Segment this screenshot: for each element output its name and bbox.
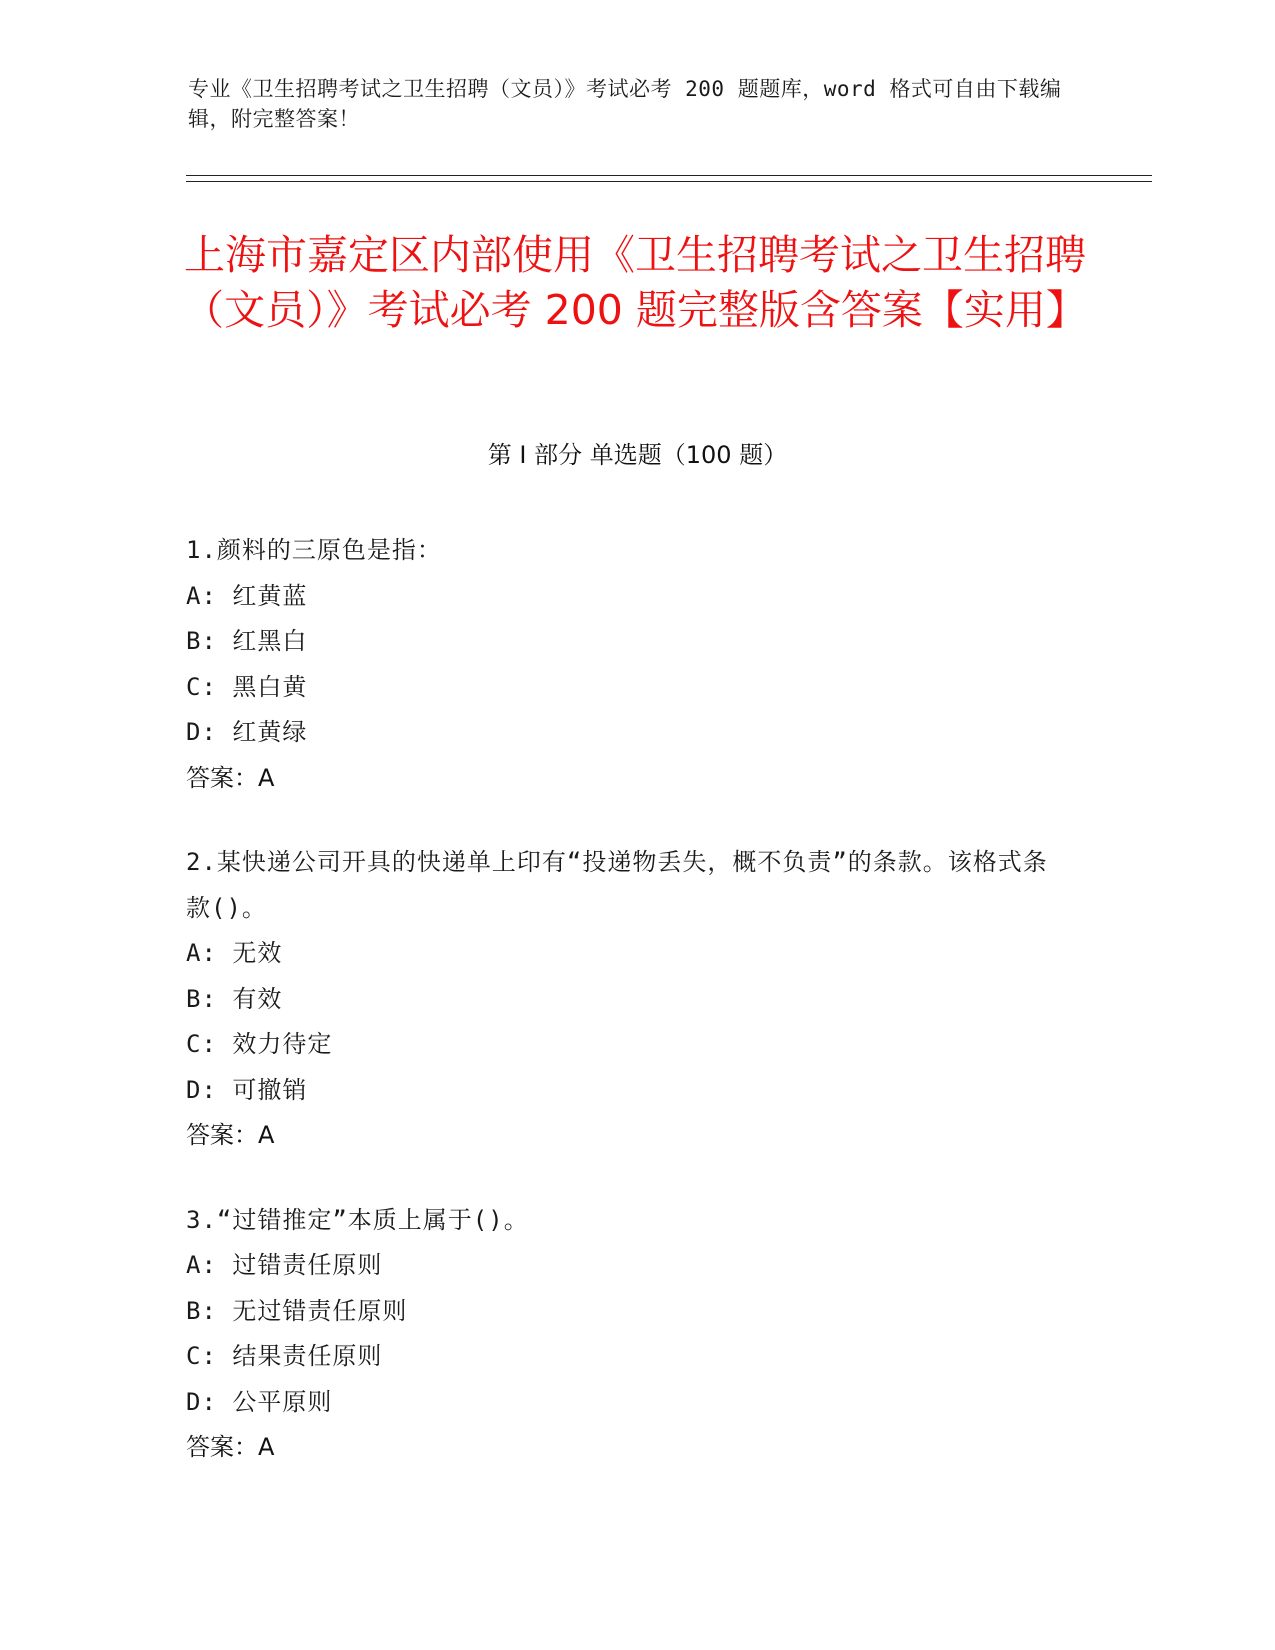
- option-d: D: 红黄绿: [186, 718, 308, 746]
- answer-line: 答案：A: [186, 1433, 275, 1461]
- option-a: A: 红黄蓝: [186, 581, 308, 610]
- answer-line: 答案：A: [186, 763, 275, 792]
- option-b: B: 无过错责任原则: [186, 1296, 408, 1325]
- option-a: A: 过错责任原则: [186, 1251, 383, 1279]
- question-stem: 2.某快递公司开具的快递单上印有“投递物丢失，概不负责”的条款。该格式条款()。: [186, 848, 1048, 922]
- question-item: [186, 528, 1066, 801]
- header-divider-top: [186, 175, 1152, 176]
- answer-line: 答案：A: [186, 1121, 275, 1149]
- option-a: A: 无效: [186, 939, 283, 967]
- question-item: [186, 1198, 1066, 1471]
- option-c: C: 结果责任原则: [186, 1342, 383, 1370]
- section-heading: 第 I 部分 单选题（100 题）: [487, 441, 788, 469]
- header-divider-bottom: [186, 181, 1152, 182]
- option-c: C: 黑白黄: [186, 672, 308, 701]
- option-d: D: 公平原则: [186, 1387, 333, 1416]
- option-b: B: 红黑白: [186, 627, 308, 655]
- document-title: 上海市嘉定区内部使用《卫生招聘考试之卫生招聘（文员）》考试必考 200 题完整版含答案【实用】: [183, 231, 1087, 334]
- question-stem: 3.“过错推定”本质上属于()。: [186, 1205, 529, 1234]
- question-stem: 1.颜料的三原色是指：: [186, 536, 442, 564]
- option-b: B: 有效: [186, 984, 283, 1013]
- option-d: D: 可撤销: [186, 1075, 308, 1104]
- option-c: C: 效力待定: [186, 1030, 333, 1058]
- question-list: [186, 528, 1066, 1510]
- header-note: 专业《卫生招聘考试之卫生招聘（文员）》考试必考 200 题题库，word 格式可自由下载编辑，附完整答案！: [188, 77, 1062, 131]
- question-item: [186, 840, 1066, 1159]
